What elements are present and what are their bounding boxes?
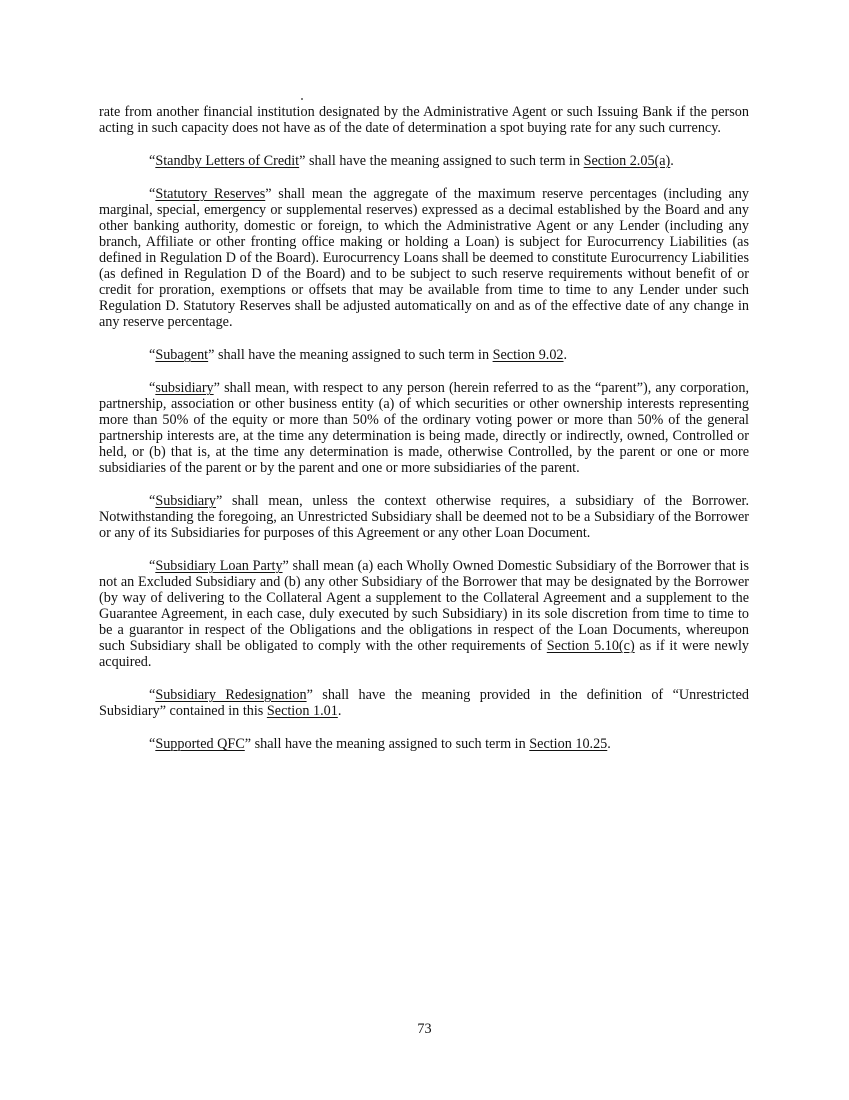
section-reference: Section 9.02	[492, 347, 564, 363]
definition-text-end: .	[563, 347, 568, 363]
definition-subagent	[99, 347, 749, 363]
scan-speck	[301, 98, 303, 100]
definition-text: ” shall have the meaning assigned to such term in	[208, 347, 493, 363]
open-quote: “	[149, 347, 156, 363]
definition-subsidiary-loan-party	[99, 558, 749, 670]
definition-text: ” shall mean, unless the context otherwise requires, a subsidiary of the Borrower. Notwithstanding the foregoing, an Unrestricted Subsidiary shall be deemed not to be a Subsidiary of the Borrower or any of its Subsidiaries for purposes of this Agreement or any other Loan Document.	[99, 493, 749, 541]
section-reference: Section 5.10(c)	[546, 638, 635, 654]
open-quote: “	[149, 380, 156, 396]
open-quote: “	[149, 736, 156, 752]
section-reference: Section 1.01	[266, 703, 338, 719]
definition-text-end: .	[337, 703, 342, 719]
defined-term: subsidiary	[155, 380, 214, 396]
open-quote: “	[149, 153, 156, 169]
definition-text: ” shall mean (a) each Wholly Owned Domestic Subsidiary of the Borrower that is not an Excluded Subsidiary and (b) any other Subsidiary of the Borrower that may be designated by the Borrower (by way of delivering to the Collateral Agent a supplement to the Collateral Agreement and a supplement to the Guarantee Agreement, in each case, duly executed by such Subsidiary) in its sole discretion from time to time to be a guarantor in respect of the Obligations and the obligations in respect of the Loan Documents, whereupon such Subsidiary shall be obligated to comply with the other requirements of	[99, 558, 749, 654]
defined-term: Standby Letters of Credit	[155, 153, 300, 169]
defined-term: Statutory Reserves	[155, 186, 266, 202]
defined-term: Supported QFC	[155, 736, 245, 752]
paragraph-text: rate from another financial institution designated by the Administrative Agent or such Issuing Bank if the person acting in such capacity does not have as of the date of determination a spot buying rate for any such currency.	[99, 104, 749, 136]
definition-text-end: .	[607, 736, 611, 752]
page-number: 73	[417, 1021, 432, 1037]
document-page	[99, 104, 749, 769]
defined-term: Subsidiary Redesignation	[155, 687, 307, 703]
open-quote: “	[149, 493, 156, 509]
paragraph-continuation	[99, 104, 749, 136]
defined-term: Subsidiary Loan Party	[155, 558, 283, 574]
section-reference: Section 10.25	[529, 736, 608, 752]
definition-text: ” shall have the meaning assigned to such term in	[299, 153, 584, 169]
definition-subsidiary	[99, 493, 749, 541]
definition-statutory-reserves	[99, 186, 749, 330]
definition-standby-letters-of-credit	[99, 153, 749, 169]
open-quote: “	[149, 687, 156, 703]
definition-text: ” shall have the meaning provided in the definition of “Unrestricted Subsidiary” contained in this	[99, 687, 749, 719]
definition-supported-qfc	[99, 736, 749, 752]
definition-text: ” shall mean, with respect to any person (herein referred to as the “parent”), any corporation, partnership, association or other business entity (a) of which securities or other ownership interests representing more than 50% of the equity or more than 50% of the ordinary voting power or more than 50% of the general partnership interests are, at the time any determination is being made, directly or indirectly, owned, Controlled or held, or (b) that is, at the time any determination is made, otherwise Controlled, by the parent or one or more subsidiaries of the parent or by the parent and one or more subsidiaries of the parent.	[99, 380, 749, 476]
defined-term: Subagent	[155, 347, 209, 363]
section-reference: Section 2.05(a)	[583, 153, 671, 169]
definition-text-end: as if it were newly acquired.	[99, 638, 749, 670]
defined-term: Subsidiary	[155, 493, 217, 509]
open-quote: “	[149, 558, 156, 574]
open-quote: “	[149, 186, 156, 202]
definition-text: ” shall mean the aggregate of the maximum reserve percentages (including any marginal, special, emergency or supplemental reserves) expressed as a decimal established by the Board and any other banking authority, domestic or foreign, to which the Administrative Agent or any Lender (including any branch, Affiliate or other fronting office making or holding a Loan) is subject for Eurocurrency Liabilities (as defined in Regulation D of the Board). Eurocurrency Loans shall be deemed to constitute Eurocurrency Liabilities (as defined in Regulation D of the Board) and to be subject to such reserve requirements without benefit of or credit for proration, exemptions or offsets that may be available from time to time to any Lender under such Regulation D. Statutory Reserves shall be adjusted automatically on and as of the effective date of any change in any reserve percentage.	[99, 186, 749, 330]
definition-subsidiary-lowercase	[99, 380, 749, 476]
definition-text-end: .	[670, 153, 674, 169]
definition-subsidiary-redesignation	[99, 687, 749, 719]
definition-text: ” shall have the meaning assigned to such term in	[244, 736, 530, 752]
